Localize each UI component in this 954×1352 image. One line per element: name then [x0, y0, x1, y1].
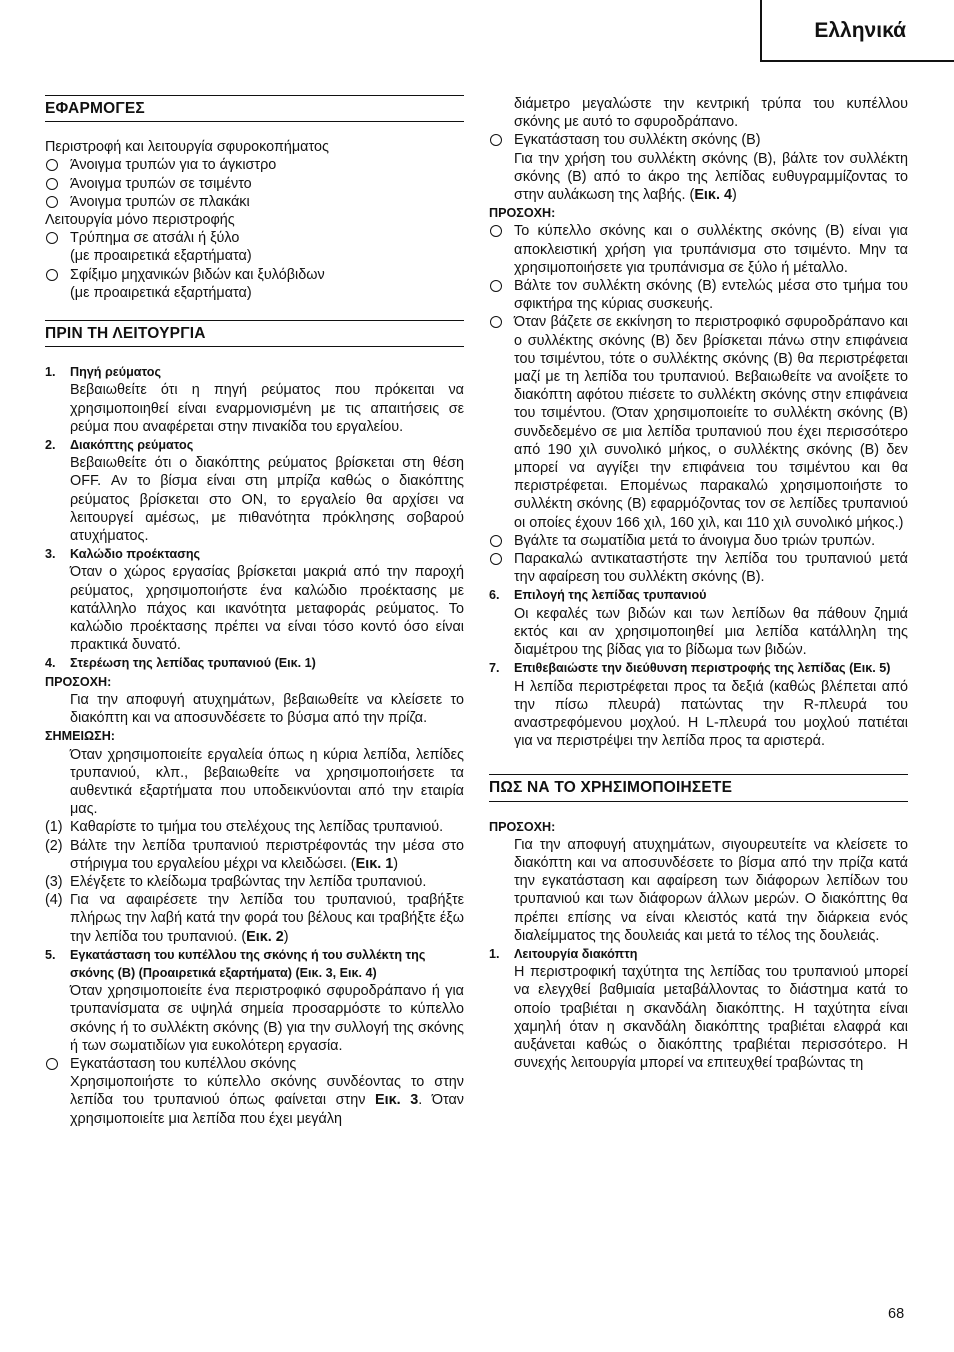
note-label: ΣΗΜΕΙΩΣΗ: — [45, 729, 115, 744]
list-item: Τρύπημα σε ατσάλι ή ξύλο — [45, 229, 464, 247]
step-text: Η λεπίδα περιστρέφεται προς τα δεξιά (καθώς βλέπεται από την πίσω πλευρά) πατώντας την R-πλευρά του αναστρεφόμενου μοχλού. Η L-πλευρά του μοχλού πατιέται για να περιστρέψει την λεπίδα προς τα αριστερά. — [514, 678, 908, 750]
list-item: Εγκατάσταση του συλλέκτη σκόνης (B) — [489, 131, 908, 149]
list-item: Βάλτε τον συλλέκτη σκόνης (B) εντελώς μέσα στο τμήμα του σφικτήρα της κύριας συσκευής. — [489, 277, 908, 313]
step-title: 2. Διακόπτης ρεύματος — [45, 438, 194, 453]
step-text: Χρησιμοποιήστε το κύπελλο σκόνης συνδέοντας το στην λεπίδα του τρυπανιού όπως φαίνεται στην Εικ. 3. Όταν χρησιμοποιείτε μια λεπίδα που έχει μεγάλη — [70, 1074, 464, 1127]
sub-step: (3) Ελέγξετε το κλείδωμα τραβώντας την λεπίδα τρυπανιού. — [45, 873, 427, 890]
step-title: 3. Καλώδιο προέκτασης — [45, 547, 201, 562]
list-item: Άνοιγμα τρυπών σε τσιμέντο — [45, 175, 464, 193]
step-text: Όταν ο χώρος εργασίας βρίσκεται μακριά από την παροχή ρεύματος, χρησιμοποιήστε ένα καλώδιο προέκτασης με κατάλληλο πάχος και ικανότητα μεταφοράς ρεύματος. Το καλώδιο προέκτασης πρέπει να είναι τόσο κοντό όσο είναι πρακτικά δυνατό. — [70, 564, 464, 654]
rotation-hammer-label: Περιστροφή και λειτουργία σφυροκοπήματος — [45, 139, 329, 156]
language-label: Ελληνικά — [814, 19, 906, 42]
sub-step: (4) Για να αφαιρέσετε την λεπίδα του τρυπανιού, τραβήξτε πλήρως την λαβή κατά την φορά του βέλους και τραβήξτε έξω την λεπίδα του τρυπανιού. (Εικ. 2) — [45, 892, 464, 945]
list-item-note: (με προαιρετικά εξαρτήματα) — [70, 248, 252, 265]
step-text: Όταν χρησιμοποιείτε ένα περιστροφικό σφυροδράπανο ή για τρυπανίσματα σε υψηλά σημεία προσαρμόστε το κύπελλο σκόνης ή το συλλέκτη σκόνης (B) για την συλλογή της σκόνης ή των σωματιδίων για ευκολότερη εργασία. — [70, 983, 464, 1054]
prior-operation-heading: ΠΡΙΝ ΤΗ ΛΕΙΤΟΥΡΓΙΑ — [45, 320, 464, 347]
list-item: Εγκατάσταση του κυπέλλου σκόνης — [45, 1055, 464, 1073]
left-column — [45, 95, 464, 1128]
how-to-use-heading: ΠΩΣ ΝΑ ΤΟ ΧΡΗΣΙΜΟΠΟΙΗΣΕΤΕ — [489, 774, 908, 801]
caution-label: ΠΡΟΣΟΧΗ: — [45, 674, 112, 689]
list-item: Όταν βάζετε σε εκκίνηση το περιστροφικό σφυροδράπανο και ο συλλέκτης σκόνης (B) δεν βρίσκεται πάνω στην επιφάνεια του τσιμέντου, τότε ο συλλέκτης σκόνης (B) θα περιστρέφεται μαζί με τη λεπίδα του τρυπανιού. Βεβαιωθείτε να ανοίξετε το διακόπτη αφότου πιέσετε το συλλέκτη σκόνης στην επιφάνεια του τσιμέντου. (Όταν χρησιμοποιείτε το συλλέκτη σκόνης (B) συνδεδεμένο σε μια λεπίδα τρυπανιού που έχει περισσότερο από 190 χιλ συνολικό μήκος, ο συλλέκτης σκόνης (B) δεν μπορεί να αγγίξει την επιφάνεια του τσιμέντου και θα περιστρέφεται. Επομένως παρακαλώ χρησιμοποιήστε το συλλέκτη σκόνης (B) εφαρμόζοντας τον σε λεπίδες τρυπανιού οι οποίες έχουν 166 χιλ, 160 χιλ, και 110 χιλ συνολικό μήκος.) — [489, 313, 908, 531]
step-title: 1. Λειτουργία διακόπτη — [489, 946, 638, 961]
step-title: 5. Εγκατάσταση του κυπέλλου της σκόνης ή του συλλέκτη της σκόνης (B) (Προαιρετικά εξαρτήματα) (Εικ. 3, Εικ. 4) — [45, 947, 426, 980]
note-text: Όταν χρησιμοποιείτε εργαλεία όπως η κύρια λεπίδα, λεπίδες τρυπανιού, κλπ., βεβαιωθείτε να χρησιμοποιήσετε τα αυθεντικά εξαρτήματα που υποδεικνύονται από την εταιρία μας. — [70, 746, 464, 818]
figure-ref: Εικ. 4 — [694, 187, 732, 204]
figure-ref: Εικ. 1 — [355, 855, 394, 872]
caution-label: ΠΡΟΣΟΧΗ: — [489, 819, 556, 834]
page-number: 68 — [888, 1306, 905, 1322]
sub-step: (1) Καθαρίστε το τμήμα του στελέχους της λεπίδας τρυπανιού. — [45, 819, 444, 836]
step-text: Η περιστροφική ταχύτητα της λεπίδας του τρυπανιού μπορεί να ελεγχθεί βαθμιαία μεταβάλλοντας το διάστημα κατά το οποίο τραβιέται η σκανδάλη διακόπτης. Η ταχύτητα είναι χαμηλή όταν η σκανδάλη διακόπτης τραβιέται ελαφρά και αυξάνεται καθώς ο διακόπτης τραβιέται περισσότερο. Η συνεχής λειτουργία μπορεί να επιτευχθεί τραβώντας τη — [514, 964, 908, 1072]
caution-label: ΠΡΟΣΟΧΗ: — [489, 206, 556, 221]
step-title: 1. Πηγή ρεύματος — [45, 365, 162, 380]
list-item-note: (με προαιρετικά εξαρτήματα) — [70, 284, 252, 301]
step-title: 4. Στερέωση της λεπίδας τρυπανιού (Εικ. 1) — [45, 656, 316, 671]
caution-text: Για την αποφυγή ατυχημάτων, βεβαιωθείτε να κλείσετε το διακόπτη και να αποσυνδέσετε το βύσμα από την πρίζα. — [70, 691, 464, 727]
figure-ref: Εικ. 2 — [246, 928, 284, 945]
step-text: Οι κεφαλές των βιδών και των λεπίδων θα πάθουν ζημιά εκτός και αν χρησιμοποιηθεί μια λεπίδα κατάλληλη της διαμέτρου της βίδας για το βίδωμα των βιδών. — [514, 605, 908, 659]
sub-step: (2) Βάλτε την λεπίδα τρυπανιού περιστρέφοντάς την μέσα στο στήριγμα του εργαλείου μέχρι να κλειδώσει. (Εικ. 1) — [45, 837, 464, 872]
applications-heading: ΕΦΑΡΜΟΓΕΣ — [45, 95, 464, 122]
list-item: Σφίξιμο μηχανικών βιδών και ξυλόβιδων — [45, 266, 464, 284]
list-item: Παρακαλώ αντικαταστήστε την λεπίδα του τρυπανιού μετά την αφαίρεση του συλλέκτη σκόνης (B). — [489, 550, 908, 586]
figure-ref: Εικ. 3 — [375, 1092, 419, 1109]
step-title: 7. Επιθεβαιώστε την διεύθυνση περιστροφής της λεπίδας (Εικ. 5) — [489, 661, 891, 676]
step-text: Βεβαιωθείτε ότι η πηγή ρεύματος που πρόκειται να χρησιμοποιηθεί είναι εναρμονισμένη με τις απαιτήσεις σε ρεύμα που αναφέρεται στην πινακίδα του εργαλείου. — [70, 382, 464, 435]
step-text: Για την χρήση του συλλέκτη σκόνης (B), βάλτε τον συλλέκτη σκόνης (B) από το άκρο της λεπίδας ευθυγραμμίζοντας το στην αυλάκωση της λαβής. (Εικ. 4) — [514, 150, 908, 204]
list-item: Το κύπελλο σκόνης και ο συλλέκτης σκόνης (B) είναι για αποκλειστική χρήση για τρυπάνισμα στο τσιμέντο. Μην τα χρησιμοποιήσετε για τρυπάνισμα σε ξύλο ή μέταλλο. — [489, 222, 908, 277]
list-item: Άνοιγμα τρυπών σε πλακάκι — [45, 193, 464, 211]
step-text: Βεβαιωθείτε ότι ο διακόπτης ρεύματος βρίσκεται στη θέση OFF. Αν το βίσμα είναι στη μπρίζα καθώς ο διακόπτης ρεύματος βρίσκεται στο ON, το εργαλείο θα αρχίσει να λειτουργεί αμέσως, με πιθανότητα πρόκλησης σοβαρού ατυχήματος. — [70, 455, 464, 545]
language-tab — [760, 0, 954, 62]
rotation-only-label: Λειτουργία μόνο περιστροφής — [45, 212, 235, 229]
right-column — [489, 95, 908, 1072]
caution-text: Για την αποφυγή ατυχημάτων, σιγουρευτείτε να κλείσετε το διακόπτη και να αποσυνδέσετε το βίσμα από την πρίζα κατά την εγκατάσταση και αφαίρεση των διάφορων λεπίδων του τρυπανιού και των διάφορων άλλων μερών. Ο διακόπτης θα πρέπει επίσης να είναι κλειστός κατά την διάρκεια ενός διαλείμματος της δουλειάς και μετά το τέλος της δουλειάς. — [514, 836, 908, 944]
continued-text: διάμετρο μεγαλώστε την κεντρική τρύπα του κυπέλλου σκόνης με αυτό το σφυροδράπανο. — [514, 96, 908, 131]
list-item: Άνοιγμα τρυπών για το άγκιστρο — [45, 156, 464, 174]
list-item: Βγάλτε τα σωματίδια μετά το άνοιγμα δυο τριών τρυπών. — [489, 532, 908, 550]
step-title: 6. Επιλογή της λεπίδας τρυπανιού — [489, 588, 707, 603]
